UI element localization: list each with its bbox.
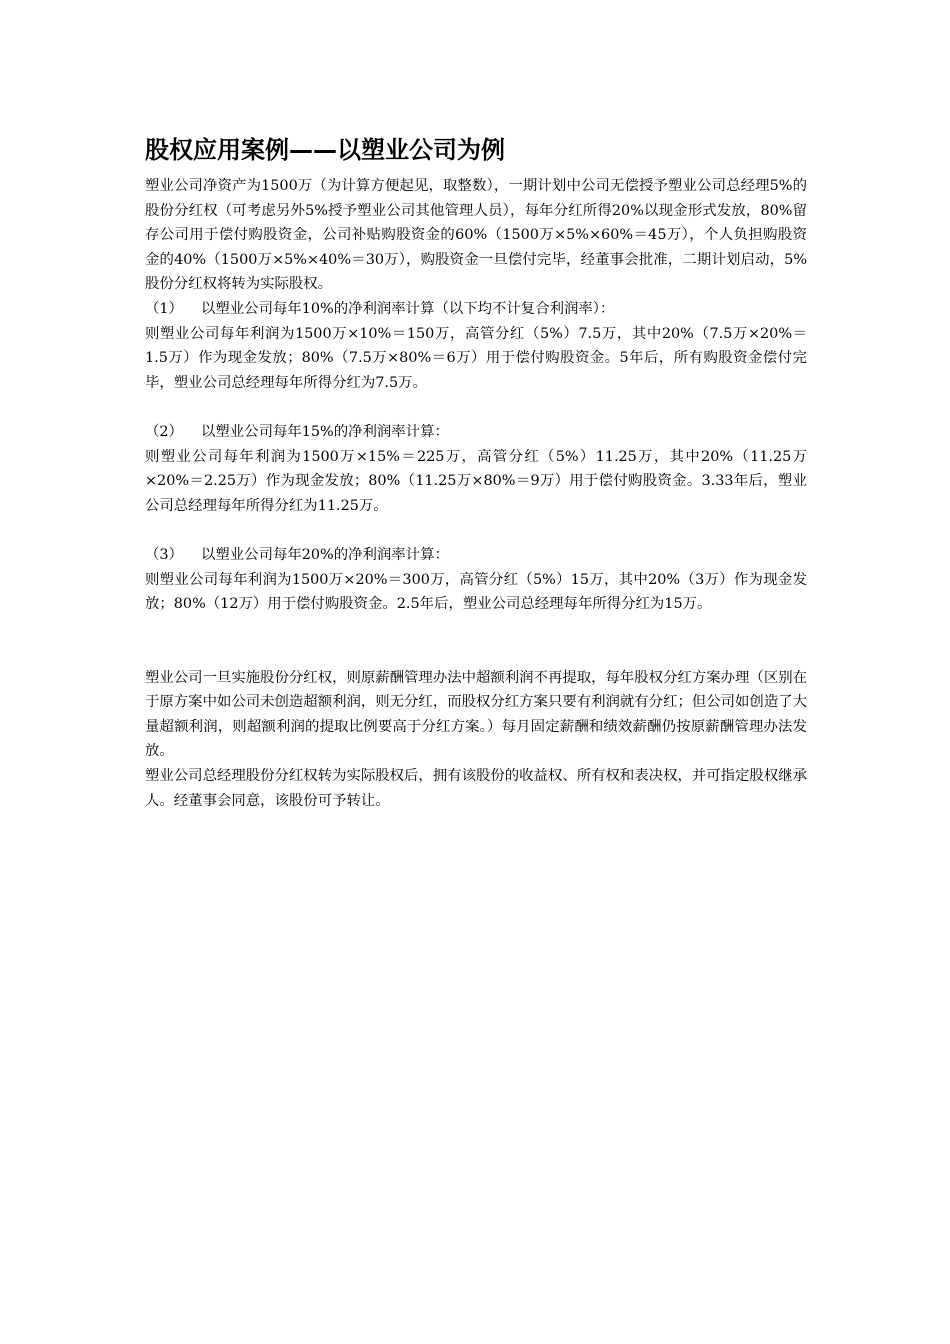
case-3-number: （3） — [145, 546, 183, 563]
case-1-heading — [145, 297, 807, 322]
case-3-heading — [145, 543, 807, 568]
case-3-body: 则塑业公司每年利润为1500万×20%＝300万，高管分红（5%）15万，其中20%（3万）作为现金发放；80%（12万）用于偿付购股资金。2.5年后，塑业公司总经理每年所得分红为15万。 — [145, 571, 807, 613]
closing-paragraph-2: 塑业公司总经理股份分红权转为实际股权后，拥有该股份的收益权、所有权和表决权，并可指定股权继承人。经董事会同意，该股份可予转让。 — [145, 768, 807, 809]
document-title: 股权应用案例——以塑业公司为例 — [145, 136, 505, 164]
spacer — [145, 395, 807, 420]
case-2-number: （2） — [145, 423, 183, 440]
case-1-number: （1） — [145, 300, 183, 317]
intro-paragraph: 塑业公司净资产为1500万（为计算方便起见，取整数），一期计划中公司无偿授予塑业公司总经理5%的股份分红权（可考虑另外5%授予塑业公司其他管理人员），每年分红所得20%以现金形式发放，80%留存公司用于偿付购股资金，公司补贴购股资金的60%（1500万×5%×60%＝45万），个人负担购股资金的40%（1500万×5%×40%＝30万），购股资金一旦偿付完毕，经董事会批准，二期计划启动，5%股份分红权将转为实际股权。 — [145, 178, 807, 293]
case-2-heading-text: 以塑业公司每年15%的净利润率计算： — [201, 423, 449, 440]
case-1-heading-text: 以塑业公司每年10%的净利润率计算（以下均不计复合利润率）： — [201, 300, 615, 317]
spacer — [145, 617, 807, 666]
case-2-heading — [145, 420, 807, 445]
closing-paragraph-1: 塑业公司一旦实施股份分红权，则原薪酬管理办法中超额利润不再提取，每年股权分红方案办理（区别在于原方案中如公司未创造超额利润，则无分红，而股权分红方案只要有利润就有分红；但公司如创造了大量超额利润，则超额利润的提取比例要高于分红方案。）每月固定薪酬和绩效薪酬仍按原薪酬管理办法发放。 — [145, 669, 807, 760]
case-3-heading-text: 以塑业公司每年20%的净利润率计算： — [201, 546, 449, 563]
case-1-body: 则塑业公司每年利润为1500万×10%＝150万，高管分红（5%）7.5万，其中20%（7.5万×20%＝1.5万）作为现金发放；80%（7.5万×80%＝6万）用于偿付购股资金。5年后，所有购股资金偿付完毕，塑业公司总经理每年所得分红为7.5万。 — [145, 325, 808, 391]
document-page — [145, 130, 807, 813]
case-2-body: 则塑业公司每年利润为1500万×15%＝225万，高管分红（5%）11.25万，其中20%（11.25万×20%＝2.25万）作为现金发放；80%（11.25万×80%＝9万）用于偿付购股资金。3.33年后，塑业公司总经理每年所得分红为11.25万。 — [145, 448, 807, 514]
spacer — [145, 518, 807, 543]
